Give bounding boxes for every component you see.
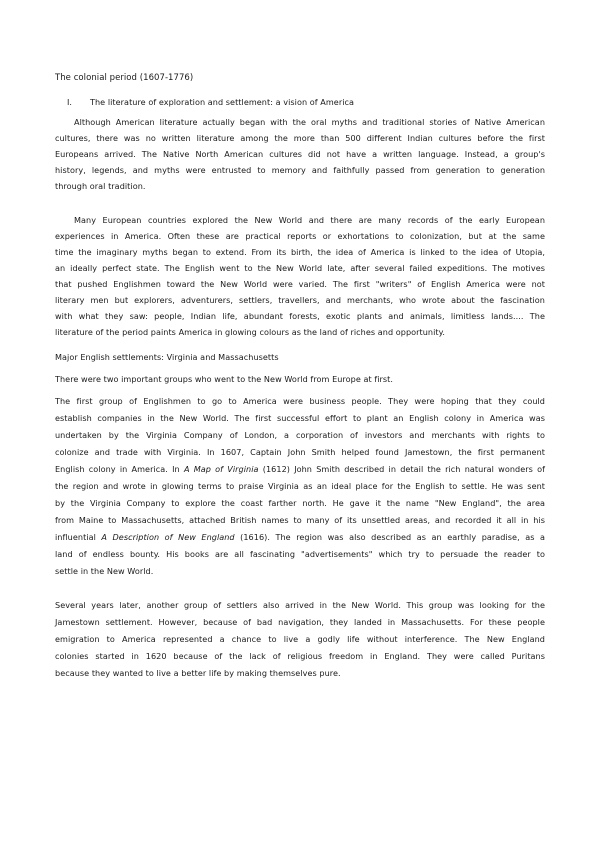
paragraph-2-line: an ideally perfect state. The English went to the New World late, after several failed expeditions. The motives (55, 263, 545, 273)
text-run: (1616). The region was also described as an earthly paradise, as a (240, 532, 546, 542)
paragraph-1-line: cultures, there was no written literature among the more than 500 different Indian cultures before the first (55, 133, 545, 143)
paragraph-2-line: time the imaginary myths began to extend. From its birth, the idea of America is linked to the idea of Utopia, (55, 247, 545, 257)
page-title: The colonial period (1607-1776) (55, 73, 194, 83)
paragraph-5-line: colonies started in 1620 because of the lack of religious freedom in England. They were called Puritans (55, 651, 545, 661)
paragraph-4-line (55, 464, 545, 474)
section-number: I. (67, 97, 73, 107)
paragraph-1-line: through oral tradition. (55, 181, 146, 191)
paragraph-5-line: Several years later, another group of settlers also arrived in the New World. This group was looking for the (55, 600, 545, 610)
paragraph-4-line: settle in the New World. (55, 566, 154, 576)
section-title: The literature of exploration and settlement: a vision of America (90, 97, 355, 107)
text-run: influential (55, 532, 96, 542)
paragraph-5-line: emigration to America represented a chance to live a godly life without interference. The New England (55, 634, 545, 644)
paragraph-1-line: Although American literature actually began with the oral myths and traditional stories of Native American (74, 117, 545, 127)
paragraph-2-line: literary men but explorers, adventurers, settlers, travellers, and merchants, who wrote about the fascination (55, 295, 545, 305)
paragraph-2-line: experiences in America. Often these are practical reports or exhortations to colonization, but at the same (55, 231, 545, 241)
paragraph-2-line: literature of the period paints America in glowing colours as the land of riches and opportunity. (55, 327, 445, 337)
text-run: English colony in America. In (55, 464, 180, 474)
paragraph-4-line: The first group of Englishmen to go to America were business people. They were hoping that they could (55, 396, 545, 406)
paragraph-4-line: undertaken by the Virginia Company of London, a corporation of investors and merchants with rights to (55, 430, 545, 440)
paragraph-2-line: that pushed Englishmen toward the New World were varied. The first "writers" of English America were not (55, 279, 545, 289)
paragraph-4-line: establish companies in the New World. The first successful effort to plant an English colony in America was (55, 413, 545, 423)
paragraph-5-line: Jamestown settlement. However, because of bad navigation, they landed in Massachusetts. For these people (55, 617, 545, 627)
paragraph-1-line: Europeans arrived. The Native North American cultures did not have a written language. Instead, a group's (55, 149, 545, 159)
book-title-italic: A Description of New England (101, 532, 235, 542)
paragraph-4-line: the region and wrote in glowing terms to praise Virginia as an ideal place for the English to settle. He was sent (55, 481, 545, 491)
paragraph-1-line: history, legends, and myths were entrusted to memory and faithfully passed from generation to generation (55, 165, 545, 175)
paragraph-5-line: because they wanted to live a better life by making themselves pure. (55, 668, 341, 678)
paragraph-3: There were two important groups who went to the New World from Europe at first. (55, 374, 394, 384)
paragraph-4-line: colonize and trade with Virginia. In 1607, Captain John Smith helped found Jamestown, the first permanent (55, 447, 545, 457)
paragraph-2-line: with what they saw: people, Indian life, abundant forests, exotic plants and animals, limitless lands.... The (55, 311, 545, 321)
paragraph-4-line (55, 532, 545, 542)
paragraph-4-line: from Maine to Massachusetts, attached British names to many of its unsettled areas, and recorded it all in his (55, 515, 545, 525)
paragraph-4-line: by the Virginia Company to explore the coast farther north. He gave it the name "New England", the area (55, 498, 545, 508)
paragraph-2-line: Many European countries explored the New World and there are many records of the early European (74, 215, 545, 225)
book-title-italic: A Map of Virginia (183, 464, 259, 474)
subheading: Major English settlements: Virginia and Massachusetts (55, 352, 279, 362)
text-run: (1612) John Smith described in detail the rich natural wonders of (262, 464, 546, 474)
paragraph-4-line: land of endless bounty. His books are all fascinating "advertisements" which try to persuade the reader to (55, 549, 545, 559)
